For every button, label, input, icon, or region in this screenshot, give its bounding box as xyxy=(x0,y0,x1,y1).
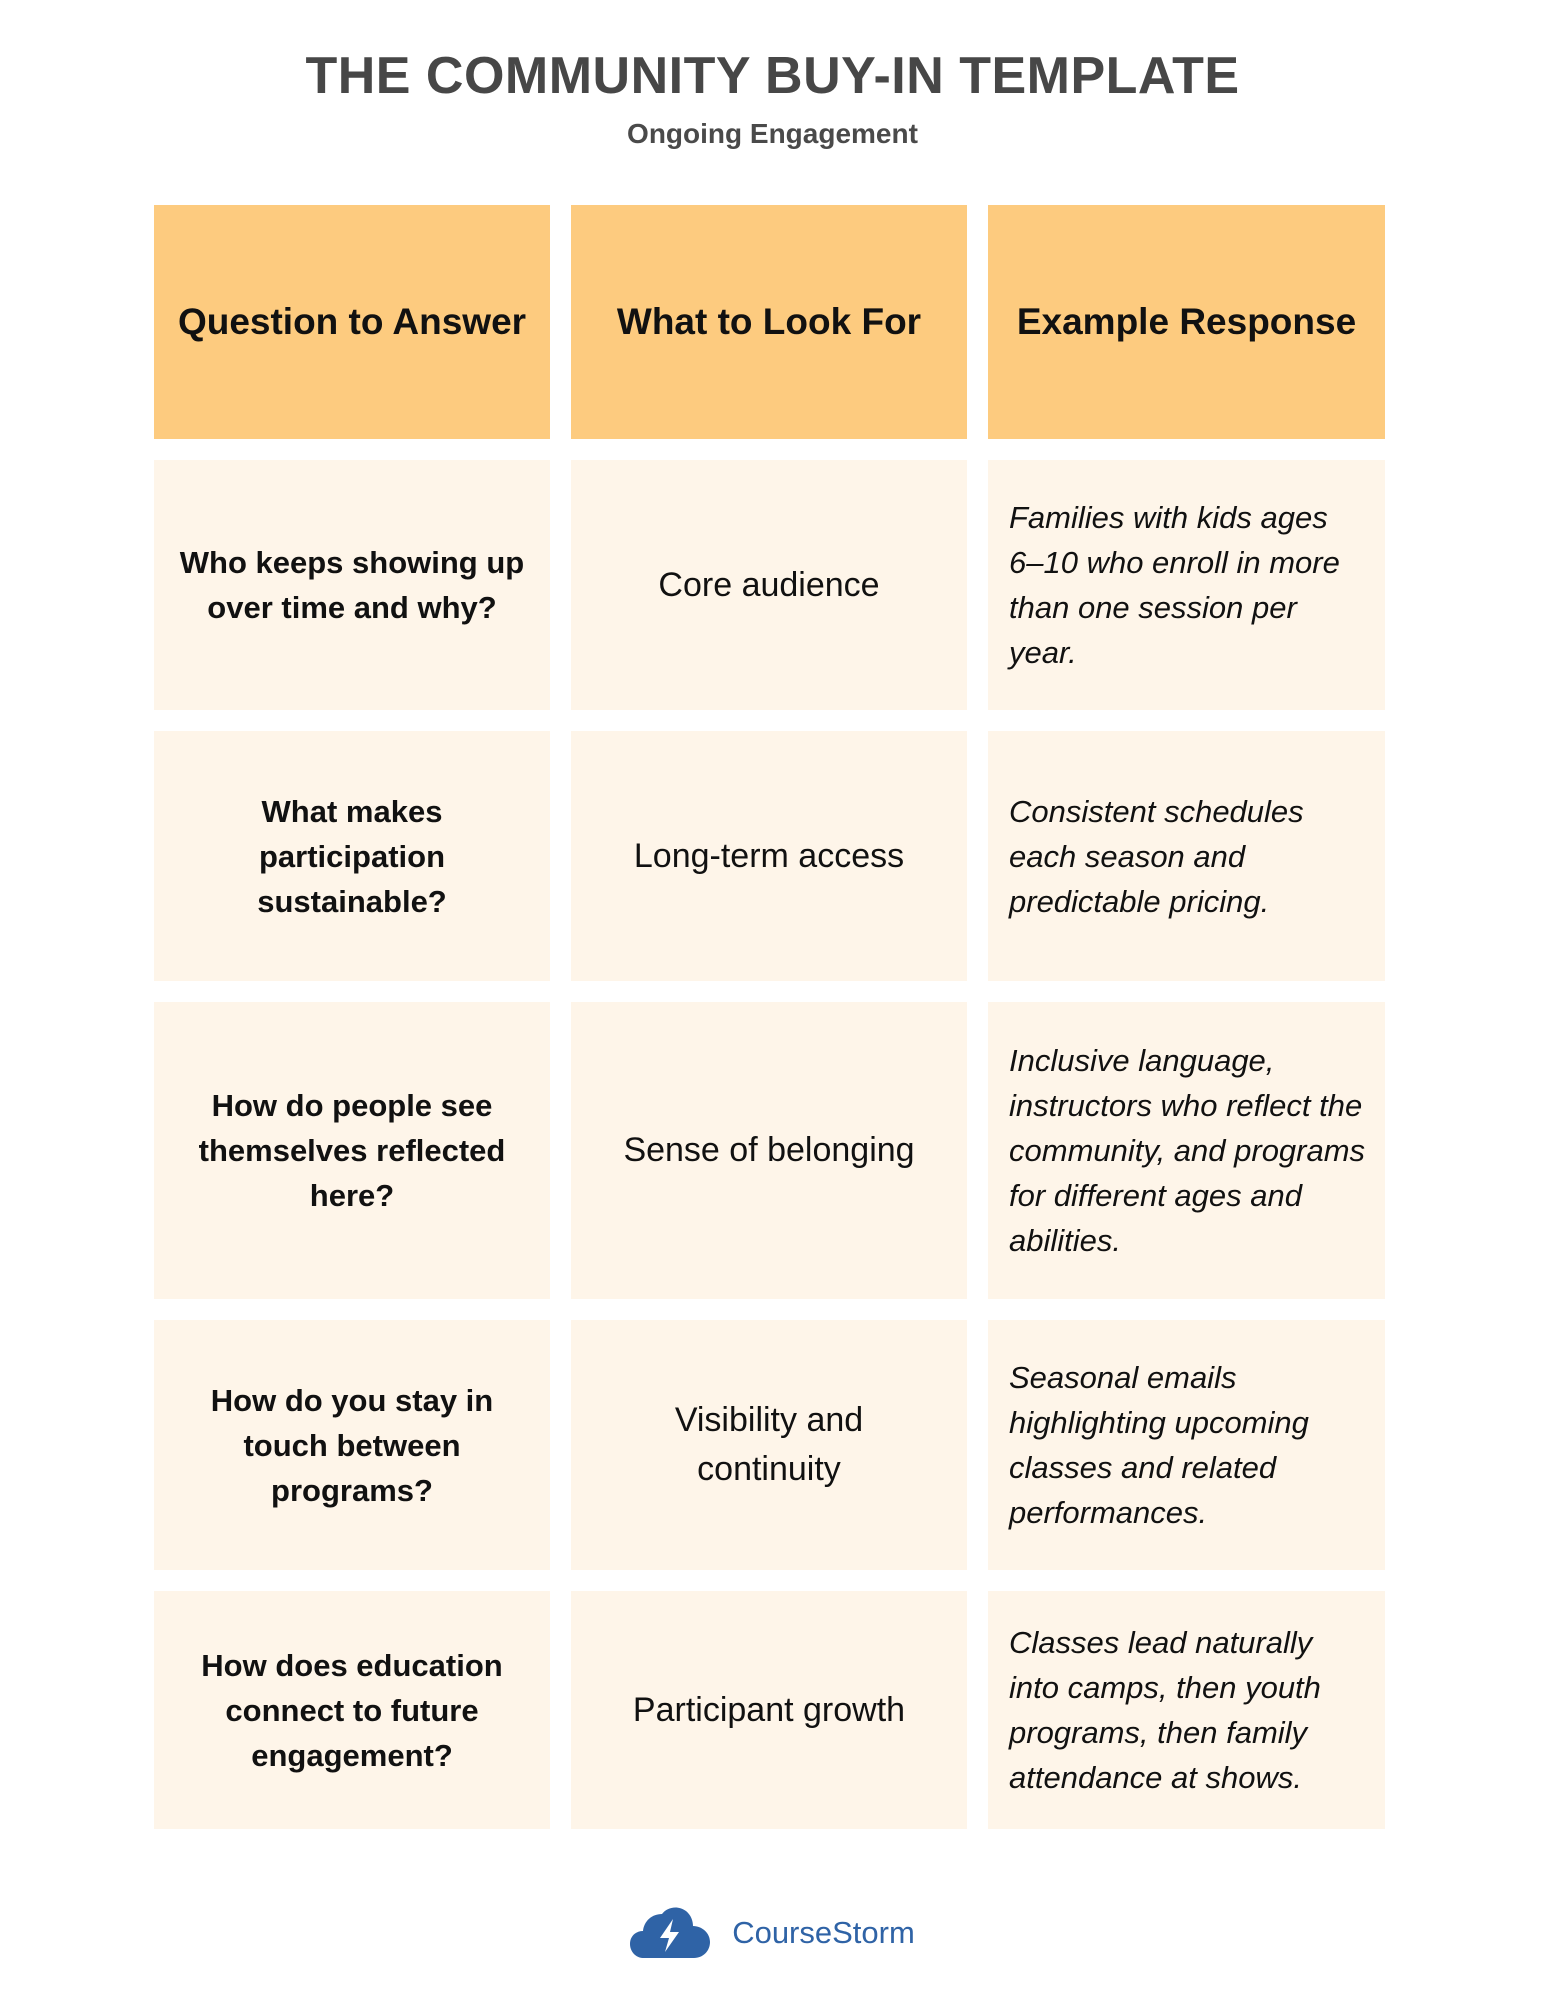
row-3-question: How do people see themselves reflected here? xyxy=(154,1002,550,1299)
row-2-example: Consistent schedules each season and predictable pricing. xyxy=(988,731,1385,981)
row-4-question: How do you stay in touch between programs? xyxy=(154,1320,550,1570)
row-1-example: Families with kids ages 6–10 who enroll in more than one session per year. xyxy=(988,460,1385,710)
row-2-question: What makes participation sustainable? xyxy=(154,731,550,981)
row-5-look-for: Participant growth xyxy=(571,1591,967,1829)
row-3-example: Inclusive language, instructors who reflect the community, and programs for different ages and abilities. xyxy=(988,1002,1385,1299)
page-subtitle: Ongoing Engagement xyxy=(627,118,918,149)
column-header-look-for: What to Look For xyxy=(571,205,967,439)
footer-logo xyxy=(0,1906,1545,1960)
page-title: THE COMMUNITY BUY-IN TEMPLATE xyxy=(305,47,1240,105)
row-5-example: Classes lead naturally into camps, then youth programs, then family attendance at shows. xyxy=(988,1591,1385,1829)
row-1-question: Who keeps showing up over time and why? xyxy=(154,460,550,710)
row-3-look-for: Sense of belonging xyxy=(571,1002,967,1299)
brand-name: CourseStorm xyxy=(732,1915,915,1950)
row-5-question: How does education connect to future engagement? xyxy=(154,1591,550,1829)
column-header-example: Example Response xyxy=(988,205,1385,439)
cloud-lightning-icon xyxy=(630,1906,710,1960)
row-4-look-for: Visibility and continuity xyxy=(571,1320,967,1570)
column-header-question: Question to Answer xyxy=(154,205,550,439)
row-2-look-for: Long-term access xyxy=(571,731,967,981)
row-1-look-for: Core audience xyxy=(571,460,967,710)
row-4-example: Seasonal emails highlighting upcoming classes and related performances. xyxy=(988,1320,1385,1570)
template-table xyxy=(154,205,1391,1850)
